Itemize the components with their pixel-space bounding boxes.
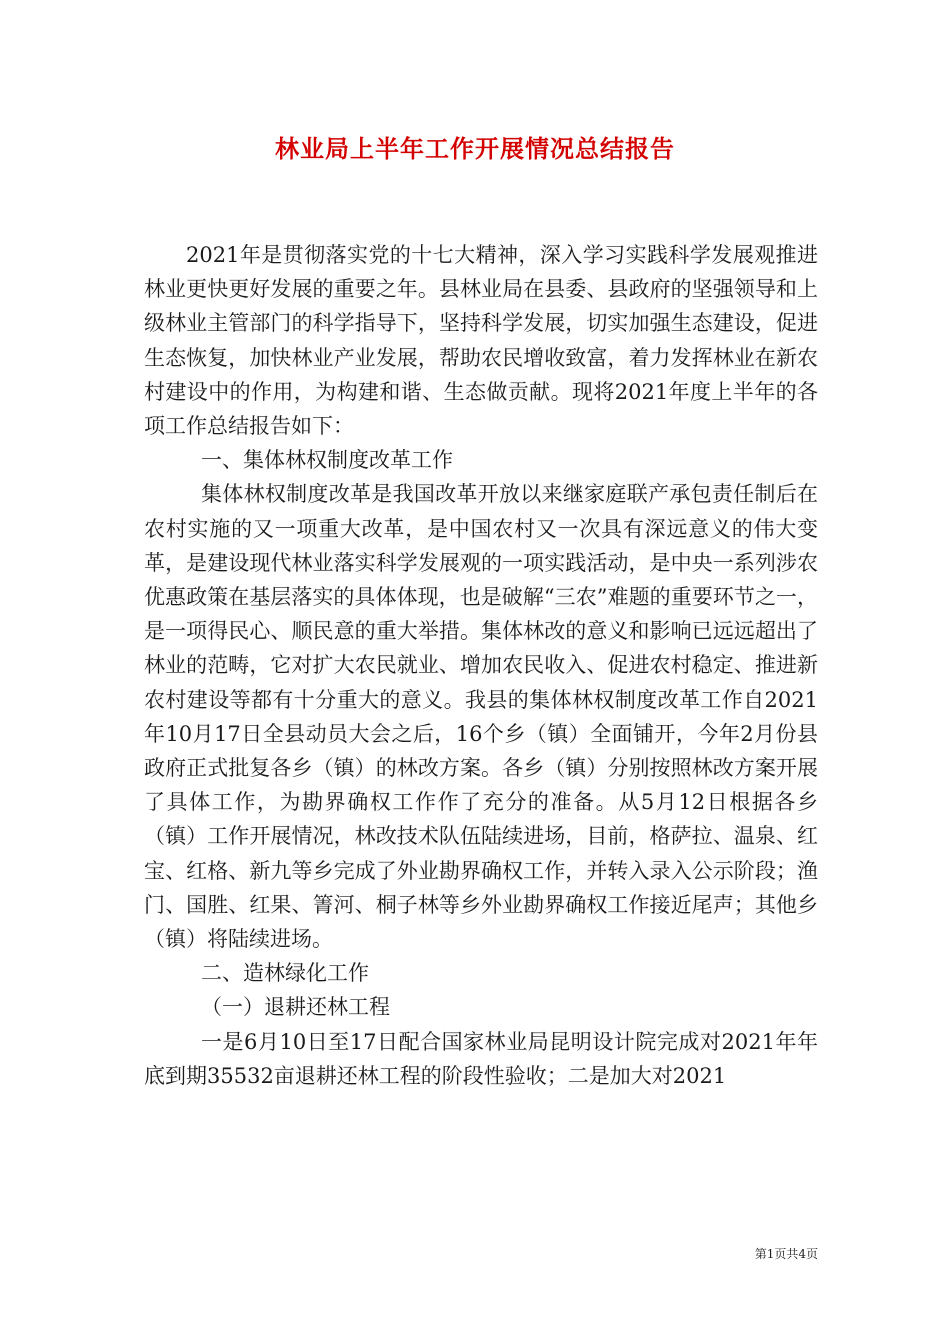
paragraph-intro: 2021年是贯彻落实党的十七大精神，深入学习实践科学发展观推进林业更快更好发展的重要之年。县林业局在县委、县政府的坚强领导和上级林业主管部门的科学指导下，坚持科学发展，切实加强生态建设，促进生态恢复，加快林业产业发展，帮助农民增收致富，着力发挥林业在新农村建设中的作用，为构建和谐、生态做贡献。现将2021年度上半年的各项工作总结报告如下：	[144, 243, 818, 439]
subsection-heading-1: （一）退耕还林工程	[201, 995, 390, 1020]
section-heading-1: 一、集体林权制度改革工作	[201, 448, 453, 473]
paragraph-reforestation: 一是6月10日至17日配合国家林业局昆明设计院完成对2021年年底到期35532亩退耕还林工程的阶段性验收；二是加大对2021	[144, 1029, 818, 1088]
paragraph-forest-reform: 集体林权制度改革是我国改革开放以来继家庭联产承包责任制后在农村实施的又一项重大改革，是中国农村又一次具有深远意义的伟大变革，是建设现代林业落实科学发展观的一项实践活动，是中央一系列涉农优惠政策在基层落实的具体体现，也是破解“三农”难题的重要环节之一，是一项得民心、顺民意的重大举措。集体林改的意义和影响已远远超出了林业的范畴，它对扩大农民就业、增加农民收入、促进农村稳定、推进新农村建设等都有十分重大的意义。我县的集体林权制度改革工作自2021年10月17日全县动员大会之后，16个乡（镇）全面铺开，今年2月份县政府正式批复各乡（镇）的林改方案。各乡（镇）分别按照林改方案开展了具体工作，为勘界确权工作作了充分的准备。从5月12日根据各乡（镇）工作开展情况，林改技术队伍陆续进场，目前，格萨拉、温泉、红宝、红格、新九等乡完成了外业勘界确权工作，并转入录入公示阶段；渔门、国胜、红果、箐河、桐子林等乡外业勘界确权工作接近尾声；其他乡（镇）将陆续进场。	[144, 482, 818, 952]
section-heading-2: 二、造林绿化工作	[201, 961, 369, 986]
document-title: 林业局上半年工作开展情况总结报告	[275, 134, 675, 163]
page-number: 第1页共4页	[754, 1247, 818, 1261]
document-body	[144, 238, 818, 1093]
